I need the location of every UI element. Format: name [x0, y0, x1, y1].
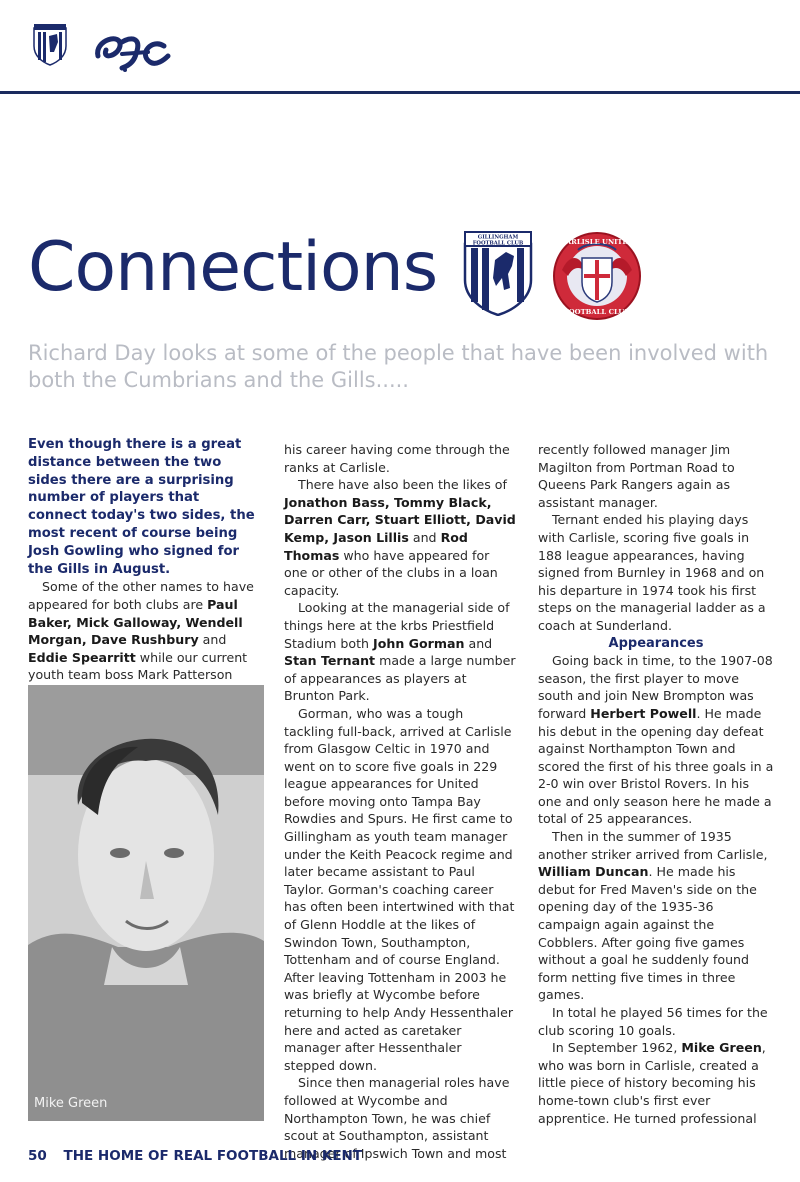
intro-paragraph: Even though there is a great distance between the two sides there are a surprising number of players that connect today's two sides, the most recent of course being Josh Gowling who signed for the Gills in August.: [28, 437, 255, 577]
gillingham-fc-crest-icon: [462, 230, 534, 316]
article-title: Connections: [28, 228, 438, 307]
page-number: 50: [28, 1148, 47, 1164]
paragraph: Going back in time, to the 1907-08 season, the first player to move south and join New Brompton was forward Herbert Powell. He made his debut in the opening day defeat against Northampton Town and scored the first of his three goals in a 2-0 win over Bristol Rovers. In his one and only season here he made a total of 25 appearances.: [538, 653, 774, 827]
column-1: [28, 436, 256, 702]
paragraph: There have also been the likes of Jonathon Bass, Tommy Black, Darren Carr, Stuart Elliott, David Kemp, Jason Lillis and Rod Thomas who have appeared for one or other of the clubs in a loan capacity.: [284, 477, 516, 598]
paragraph: Looking at the managerial side of things here at the krbs Priestfield Stadium both John Gorman and Stan Ternant made a large number of appearances as players at Brunton Park.: [284, 600, 516, 704]
paragraph: In total he played 56 times for the club scoring 10 goals.: [538, 1005, 768, 1038]
page-header: [0, 0, 800, 95]
article-standfirst: Richard Day looks at some of the people that have been involved with both the Cumbrians and the Gills.....: [28, 341, 769, 392]
player-portrait-image: [28, 685, 264, 1121]
paragraph: Some of the other names to have appeared for both clubs are Paul Baker, Mick Galloway, Wendell Morgan, Dave Rushbury and Eddie Spearritt while our current youth team boss Mark Patterson: [28, 579, 254, 683]
svg-text:FOOTBALL CLUB: FOOTBALL CLUB: [472, 240, 524, 247]
column-3: [538, 441, 774, 1127]
paragraph: In September 1962, Mike Green, who was born in Carlisle, created a little piece of history becoming his home-town club's first ever apprentice. He turned professional: [538, 1040, 766, 1126]
svg-text:FOOTBALL CLUB: FOOTBALL CLUB: [563, 308, 631, 316]
paragraph: Then in the summer of 1935 another striker arrived from Carlisle, William Duncan. He made his debut for Fred Maven's side on the opening day of the 1935-36 campaign again against the Cobblers. After going five games without a goal he suddenly found form netting five times in three games.: [538, 829, 768, 1003]
gfc-script-logo: [92, 26, 172, 74]
footer-tagline: THE HOME OF REAL FOOTBALL IN KENT: [63, 1148, 363, 1164]
page-footer: [28, 1148, 362, 1164]
paragraph: Since then managerial roles have followed at Wycombe and Northampton Town, he was chief scout at Southampton, assistant manager of Ipswich Town and most: [284, 1075, 510, 1161]
svg-text:CARLISLE UNITED: CARLISLE UNITED: [560, 238, 634, 246]
paragraph: his career having come through the ranks at Carlisle.: [284, 442, 510, 475]
paragraph: recently followed manager Jim Magilton from Portman Road to Queens Park Rangers again as assistant manager.: [538, 442, 735, 510]
column-2: [284, 441, 516, 1162]
carlisle-united-crest-icon: [552, 230, 642, 322]
section-subhead: Appearances: [608, 635, 704, 651]
paragraph: Ternant ended his playing days with Carlisle, scoring five goals in 188 league appearances, having signed from Burnley in 1968 and on his departure in 1974 took his first steps on the managerial ladder as a coach at Sunderland.: [538, 512, 766, 633]
mike-green-photo: [28, 685, 264, 1121]
photo-caption: Mike Green: [34, 1096, 108, 1111]
svg-text:GILLINGHAM: GILLINGHAM: [477, 234, 519, 241]
gillingham-crest-icon: [32, 22, 68, 66]
header-rule: [0, 91, 800, 94]
paragraph: Gorman, who was a tough tackling full-back, arrived at Carlisle from Glasgow Celtic in 1970 and went on to score five goals in 229 league appearances for United before moving onto Tampa Bay Rowdies and Spurs. He first came to Gillingham as youth team manager under the Keith Peacock regime and later became assistant to Paul Taylor. Gorman's coaching career has often been intertwined with that of Glenn Hoddle at the likes of Swindon Town, Southampton, Tottenham and of course England. After leaving Tottenham in 2003 he was briefly at Wycombe before returning to help Andy Hessenthaler here and acted as caretaker manager after Hessenthaler stepped down.: [284, 705, 515, 1073]
